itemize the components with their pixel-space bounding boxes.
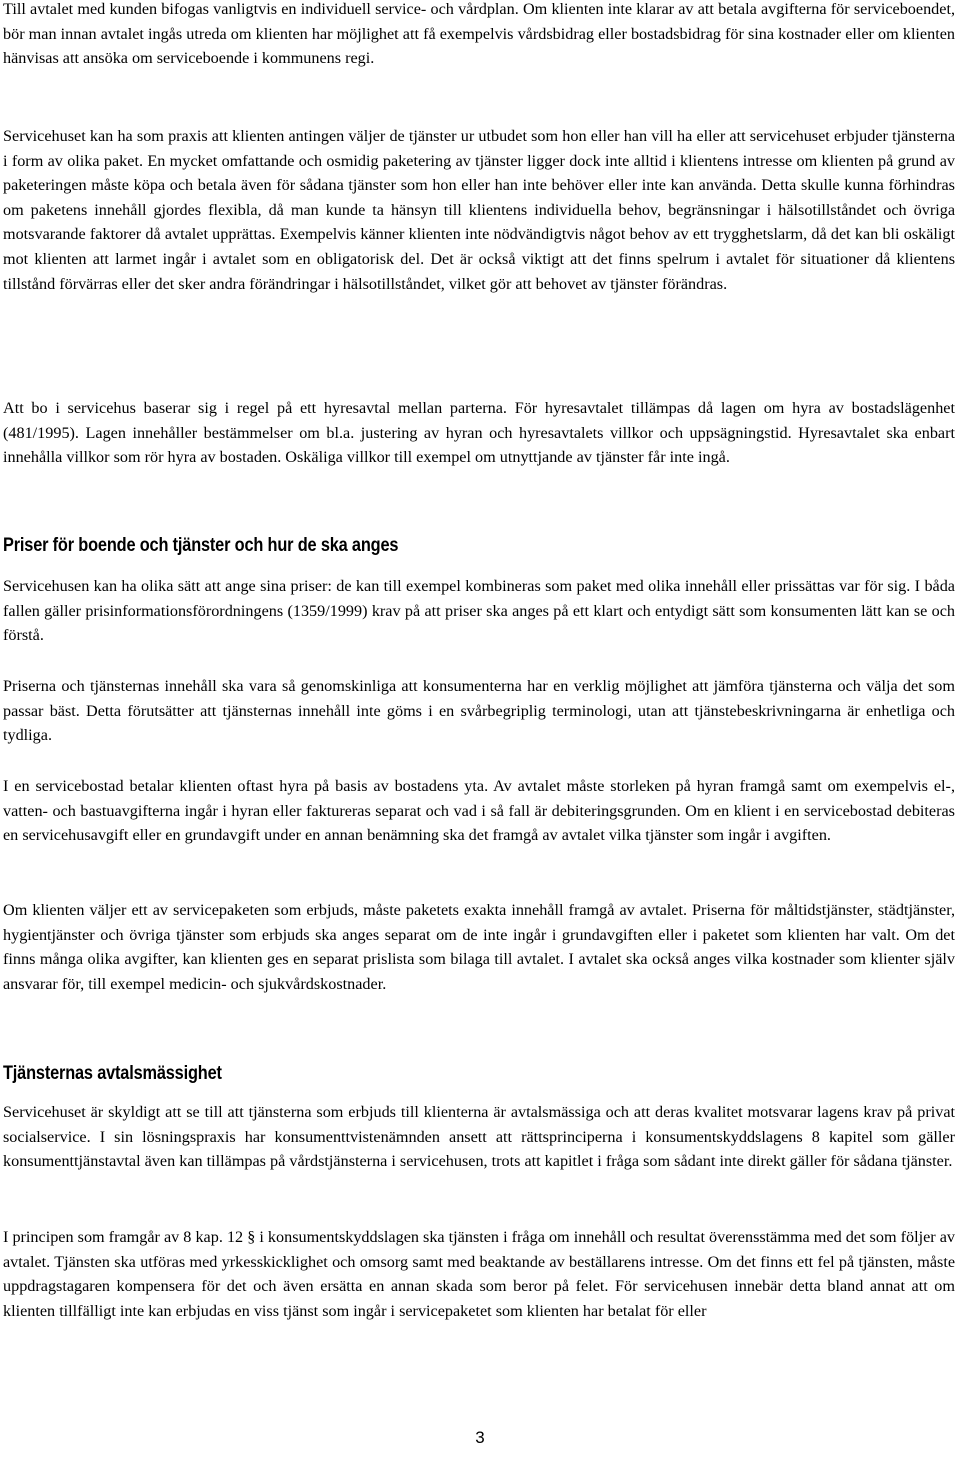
section-heading-block <box>3 1061 955 1087</box>
paragraph: Om klienten väljer ett av servicepaketen som erbjuds, måste paketets exakta innehåll framgå av avtalet. Priserna för måltidstjänster, städtjänster, hygientjänster och övriga tjänster som erbjuds ska anges separat om de inte ingår i grundavgiften eller i paketet som klienten har valt. Om det finns många olika avgifter, kan klienten ges en separat prislista som bilaga till avtalet. I avtalet ska också anges vilka kostnader som klienter själv ansvarar för, till exempel medicin- och sjukvårdskostnader. <box>3 901 955 993</box>
intro-block <box>3 0 955 71</box>
paragraph: Servicehuset är skyldigt att se till att tjänsterna som erbjuds till klienterna är avtalsmässiga och att deras kvalitet motsvarar lagens krav på privat socialservice. I sin lösningspraxis har konsumenttvistenämnden ansett att rättsprinciperna i konsumentskyddslagens 8 kapitel som gäller konsumenttjänstavtal även kan tillämpas på vårdstjänsterna i servicehusen, trots att kapitlet i fråga som sådant inte direkt gäller för sådana tjänster. <box>3 1103 955 1171</box>
paragraph: Servicehusen kan ha olika sätt att ange sina priser: de kan till exempel kombineras som paket med olika innehåll eller prissättas var för sig. I båda fallen gäller prisinformationsförordningens (1359/1999) krav på att priser ska anges på ett klart och entydigt sätt som konsumenten lätt kan se och förstå. <box>3 577 955 645</box>
paragraph: I en servicebostad betalar klienten oftast hyra på basis av bostadens yta. Av avtalet måste storleken på hyran framgå samt om exempelvis el-, vatten- och bastuavgifterna ingår i hyran eller faktureras separat och vad i så fall är debiteringsgrunden. Om en klient i en servicebostad debiteras en servicehusavgift eller en grundavgift under en annan benämning ska det framgå av avtalet vilka tjänster som ingår i avgiften. <box>3 777 955 845</box>
section-heading-block <box>3 533 955 559</box>
paragraph: Till avtalet med kunden bifogas vanligtvis en individuell service- och vårdplan. Om klienten inte klarar av att betala avgifterna för serviceboendet, bör man innan avtalet ingås utreda om klienten har möjlighet att få exempelvis vårdsbidrag eller bostadsbidrag för sina kostnader eller om klienten hänvisas att ansöka om serviceboende i kommunens regi. <box>3 0 955 68</box>
section-heading: Tjänsternas avtalsmässighet <box>3 1063 222 1084</box>
paragraph-block <box>3 674 955 748</box>
section-heading: Priser för boende och tjänster och hur de ska anges <box>3 535 399 556</box>
paragraph-block <box>3 396 955 470</box>
paragraph: I principen som framgår av 8 kap. 12 § i konsumentskyddslagen ska tjänsten i fråga om innehåll och resultat överensstämma med det som följer av avtalet. Tjänsten ska utföras med yrkesskicklighet och omsorg samt med beaktande av beställarens intresse. Om det finns ett fel på tjänsten, måste uppdragstagaren kompensera för det och även ersätta en annan skada som beror på felet. För servicehusen innebär detta bland annat att om klienten tillfälligt inte kan erbjudas en viss tjänst som ingår i servicepaketet som klienten har betalat för eller <box>3 1228 955 1320</box>
paragraph: Att bo i servicehus baserar sig i regel på ett hyresavtal mellan parterna. För hyresavtalet tillämpas då lagen om hyra av bostadslägenhet (481/1995). Lagen innehåller bestämmelser om bl.a. justering av hyran och hyresavtalets villkor och uppsägningstid. Hyresavtalet ska enbart innehålla villkor som rör hyra av bostaden. Oskäliga villkor till exempel om utnyttjande av tjänster får inte ingå. <box>3 399 955 467</box>
paragraph: Servicehuset kan ha som praxis att klienten antingen väljer de tjänster ur utbudet som hon eller han vill ha eller att servicehuset erbjuder tjänsterna i form av olika paket. En mycket omfattande och osmidig paketering av tjänster ligger dock inte alltid i klientens intresse om klienten på grund av paketeringen måste köpa och betala även för sådana tjänster som hon eller han inte behöver eller inte kan använda. Detta skulle kunna förhindras om paketens innehåll gjordes flexibla, då man kunde ta hänsyn till klientens individuella behov, begränsningar i hälsotillståndet och övriga motsvarande faktorer då avtalet upprättas. Exempelvis känner klienten inte nödvändigtvis något behov av ett trygghetslarm, då det kan bli oskäligt mot klienten att larmet ingår i avtalet som en obligatorisk del. Det är också viktigt att det finns spelrum i avtalet för situationer då klientens tillstånd förvärras eller det sker andra förändringar i hälsotillståndet, vilket gör att behovet av tjänster förändras. <box>3 127 955 293</box>
paragraph-block <box>3 574 955 648</box>
paragraph-block <box>3 898 955 996</box>
paragraph-block <box>3 124 955 296</box>
paragraph-block <box>3 1100 955 1174</box>
page-number: 3 <box>475 1428 485 1447</box>
paragraph-block <box>3 1225 955 1323</box>
paragraph: Priserna och tjänsternas innehåll ska vara så genomskinliga att konsumenterna har en verklig möjlighet att jämföra tjänsterna och välja det som passar bäst. Detta förutsätter att tjänsternas innehåll inte göms i en svårbegriplig terminologi, utan att tjänstebeskrivningarna är enhetliga och tydliga. <box>3 677 955 745</box>
paragraph-block <box>3 774 955 848</box>
